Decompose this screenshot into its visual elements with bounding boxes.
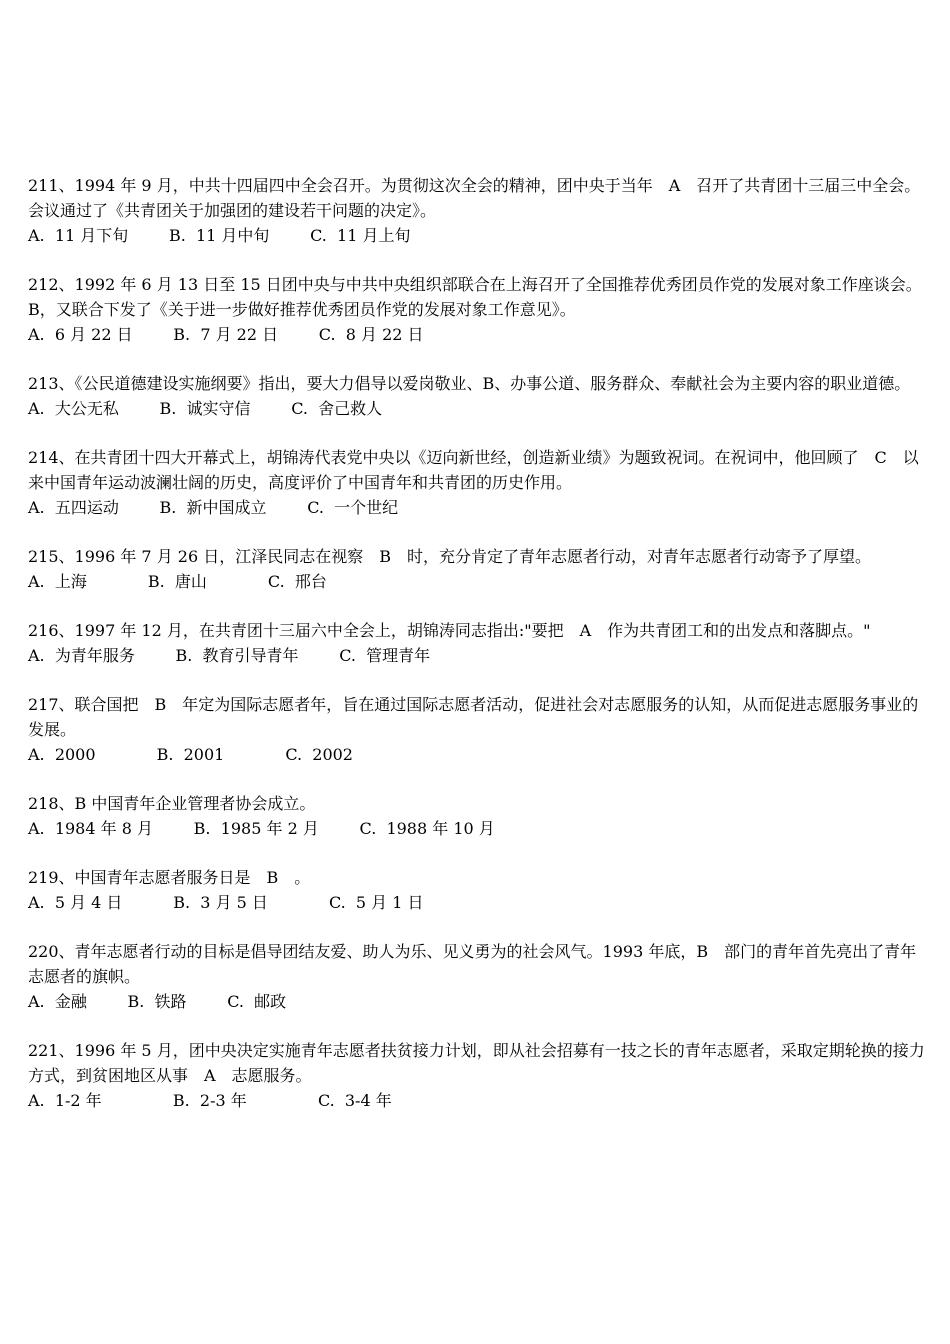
question-options: A. 上海 B. 唐山 C. 邢台 (28, 572, 327, 591)
question-214 (28, 445, 928, 520)
question-stem: 214、在共青团十四大开幕式上，胡锦涛代表党中央以《迈向新世经，创造新业绩》为题致祝词。在祝词中，他回顾了 C 以来中国青年运动波澜壮阔的历史，高度评价了中国青年和共青团的历史作用。 (28, 448, 919, 492)
question-stem: 218、B 中国青年企业管理者协会成立。 (28, 794, 316, 813)
question-217 (28, 692, 928, 767)
question-211 (28, 173, 928, 248)
document-page (28, 173, 928, 1137)
question-options: A. 2000 B. 2001 C. 2002 (28, 745, 353, 764)
question-stem: 216、1997 年 12 月，在共青团十三届六中全会上，胡锦涛同志指出:"要把 A 作为共青团工和的出发点和落脚点。" (28, 621, 871, 640)
question-options: A. 为青年服务 B. 教育引导青年 C. 管理青年 (28, 646, 431, 665)
question-220 (28, 939, 928, 1014)
question-221 (28, 1038, 928, 1113)
question-stem: 212、1992 年 6 月 13 日至 15 日团中央与中共中央组织部联合在上海召开了全国推荐优秀团员作党的发展对象工作座谈会。B，又联合下发了《关于进一步做好推荐优秀团员作党的发展对象工作意见》。 (28, 275, 922, 319)
question-stem: 219、中国青年志愿者服务日是 B 。 (28, 868, 311, 887)
question-213 (28, 371, 928, 421)
question-stem: 213、《公民道德建设实施纲要》指出，要大力倡导以爱岗敬业、B、办事公道、服务群众、奉献社会为主要内容的职业道德。 (28, 374, 911, 393)
question-options: A. 大公无私 B. 诚实守信 C. 舍己救人 (28, 399, 383, 418)
question-219 (28, 865, 928, 915)
question-options: A. 1984 年 8 月 B. 1985 年 2 月 C. 1988 年 10 月 (28, 819, 495, 838)
question-options: A. 11 月下旬 B. 11 月中旬 C. 11 月上旬 (28, 226, 411, 245)
question-stem: 220、青年志愿者行动的目标是倡导团结友爱、助人为乐、见义勇为的社会风气。1993 年底，B 部门的青年首先亮出了青年志愿者的旗帜。 (28, 942, 917, 986)
question-215 (28, 544, 928, 594)
question-212 (28, 272, 928, 347)
question-stem: 215、1996 年 7 月 26 日，江泽民同志在视察 B 时，充分肯定了青年志愿者行动，对青年志愿者行动寄予了厚望。 (28, 547, 871, 566)
question-218 (28, 791, 928, 841)
question-options: A. 5 月 4 日 B. 3 月 5 日 C. 5 月 1 日 (28, 893, 424, 912)
question-stem: 211、1994 年 9 月，中共十四届四中全会召开。为贯彻这次全会的精神，团中央于当年 A 召开了共青团十三届三中全会。会议通过了《共青团关于加强团的建设若干问题的决定》。 (28, 176, 921, 220)
question-options: A. 6 月 22 日 B. 7 月 22 日 C. 8 月 22 日 (28, 325, 424, 344)
question-options: A. 五四运动 B. 新中国成立 C. 一个世纪 (28, 498, 399, 517)
question-options: A. 金融 B. 铁路 C. 邮政 (28, 992, 287, 1011)
question-options: A. 1-2 年 B. 2-3 年 C. 3-4 年 (28, 1091, 392, 1110)
question-216 (28, 618, 928, 668)
question-stem: 217、联合国把 B 年定为国际志愿者年，旨在通过国际志愿者活动，促进社会对志愿服务的认知，从而促进志愿服务事业的发展。 (28, 695, 919, 739)
question-stem: 221、1996 年 5 月，团中央决定实施青年志愿者扶贫接力计划，即从社会招募有一技之长的青年志愿者，采取定期轮换的接力方式，到贫困地区从事 A 志愿服务。 (28, 1041, 925, 1085)
